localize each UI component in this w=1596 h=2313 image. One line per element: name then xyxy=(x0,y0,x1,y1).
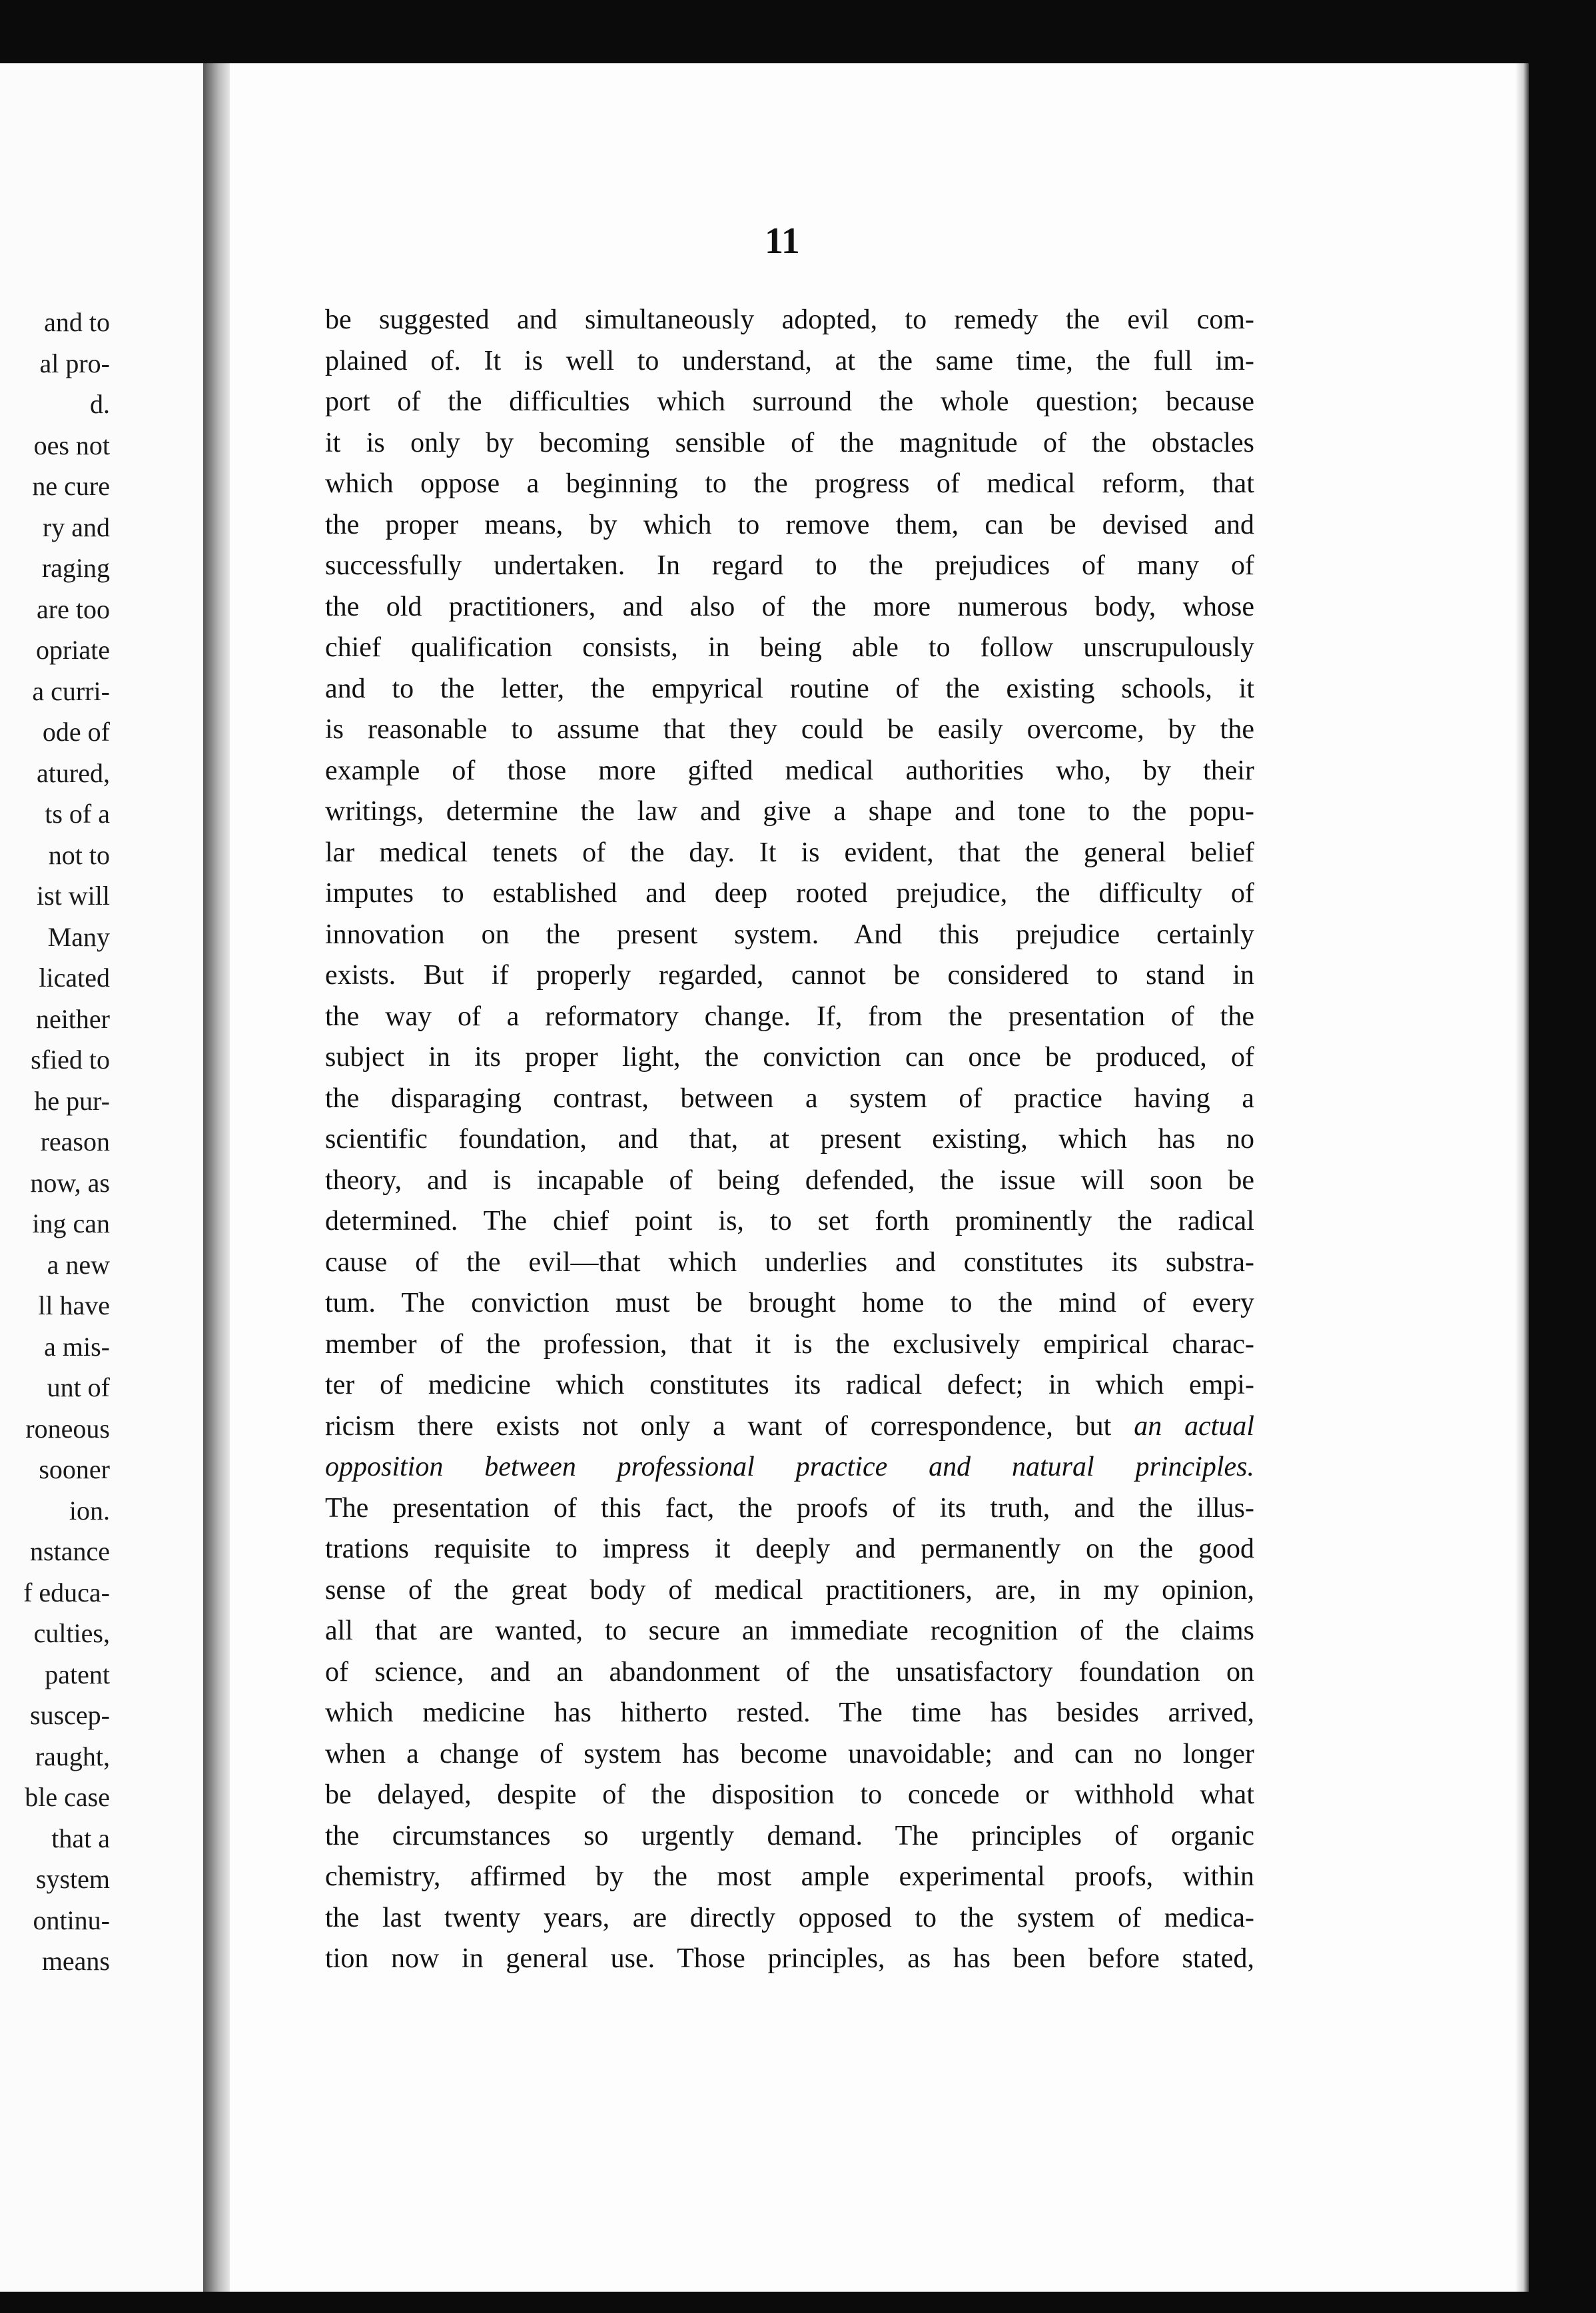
body-text xyxy=(325,300,1254,1980)
left-page-line: he pur- xyxy=(34,1085,110,1116)
text-line: it is only by becoming sensible of the magnitude of the obstacles xyxy=(325,427,1254,458)
left-page-line: ode of xyxy=(42,717,110,747)
left-page-line: atured, xyxy=(37,757,110,788)
text-line: be suggested and simultaneously adopted, to remedy the evil com- xyxy=(325,304,1254,335)
left-page-line: nstance xyxy=(30,1536,110,1566)
text-line: all that are wanted, to secure an immediate recognition of the claims xyxy=(325,1616,1254,1646)
left-page-line: culties, xyxy=(33,1618,110,1648)
text-line: which oppose a beginning to the progress of medical reform, that xyxy=(325,468,1254,499)
left-page-line: ll have xyxy=(38,1290,110,1320)
left-page-line: ne cure xyxy=(32,471,110,501)
text-line: imputes to established and deep rooted prejudice, the difficulty of xyxy=(325,878,1254,909)
text-line: successfully undertaken. In regard to the prejudices of many of xyxy=(325,550,1254,581)
book-gutter xyxy=(203,63,230,2292)
text-line: when a change of system has become unavoidable; and can no longer xyxy=(325,1738,1254,1769)
text-line: be delayed, despite of the disposition to concede or withhold what xyxy=(325,1779,1254,1810)
left-page-line: and to xyxy=(44,307,110,337)
left-page-line: are too xyxy=(37,594,110,624)
left-page-line: a new xyxy=(47,1249,110,1280)
text-line: port of the difficulties which surround the whole question; because xyxy=(325,386,1254,417)
left-page-line: a curri- xyxy=(32,676,110,706)
text-line: trations requisite to impress it deeply and permanently on the good xyxy=(325,1534,1254,1564)
text-line: the disparaging contrast, between a system of practice having a xyxy=(325,1083,1254,1114)
left-page-line: system xyxy=(35,1864,110,1894)
text-line: The presentation of this fact, the proofs of its truth, and the illus- xyxy=(325,1492,1254,1524)
left-page-line: ts of a xyxy=(45,799,110,829)
left-page-line: sooner xyxy=(39,1454,110,1484)
left-page-line: f educa- xyxy=(23,1577,110,1608)
left-page-line: d. xyxy=(90,389,110,419)
text-line: chief qualification consists, in being able to follow unscrupulously xyxy=(325,632,1254,663)
text-line xyxy=(325,1406,1254,1448)
text-line: of science, and an abandonment of the unsatisfactory foundation on xyxy=(325,1656,1254,1687)
left-page-line: reason xyxy=(40,1127,110,1156)
left-page-line: sfied to xyxy=(31,1045,110,1075)
left-page-line: patent xyxy=(45,1659,110,1689)
left-page-line: Many xyxy=(47,921,110,952)
text-line: chemistry, affirmed by the most ample experimental proofs, within xyxy=(325,1861,1254,1892)
text-line: the old practitioners, and also of the more numerous body, whose xyxy=(325,591,1254,622)
left-page-line: licated xyxy=(39,963,110,993)
page-edge xyxy=(1515,63,1529,2292)
text-line: tion now in general use. Those principles, as has been before stated, xyxy=(325,1943,1254,1974)
text-line: sense of the great body of medical practitioners, are, in my opinion, xyxy=(325,1574,1254,1606)
text-line: the circumstances so urgently demand. The principles of organic xyxy=(325,1820,1254,1851)
text-line: exists. But if properly regarded, cannot be considered to stand in xyxy=(325,960,1254,991)
left-page-line: raught, xyxy=(35,1741,110,1771)
text-line: scientific foundation, and that, at present existing, which has no xyxy=(325,1124,1254,1155)
text-line: cause of the evil—that which underlies and constitutes its substra- xyxy=(325,1246,1254,1278)
left-page-line: that a xyxy=(51,1823,110,1853)
left-page-line: ing can xyxy=(32,1208,110,1238)
text-line: ter of medicine which constitutes its radical defect; in which empi- xyxy=(325,1370,1254,1400)
text-line: subject in its proper light, the conviction can once be produced, of xyxy=(325,1042,1254,1073)
text-line: the last twenty years, are directly opposed to the system of medica- xyxy=(325,1902,1254,1933)
text-line: determined. The chief point is, to set forth prominently the radical xyxy=(325,1206,1254,1236)
text-line: and to the letter, the empyrical routine of the existing schools, it xyxy=(325,673,1254,704)
left-page-line: suscep- xyxy=(30,1700,110,1730)
text-line-italic xyxy=(325,1447,1254,1488)
left-page-line: ontinu- xyxy=(33,1905,110,1935)
left-page-fragment xyxy=(0,63,203,2292)
text-line: example of those more gifted medical authorities who, by their xyxy=(325,755,1254,786)
text-line: writings, determine the law and give a shape and tone to the popu- xyxy=(325,796,1254,827)
left-page-line: oes not xyxy=(33,430,110,460)
text-line: theory, and is incapable of being defended, the issue will soon be xyxy=(325,1164,1254,1196)
left-page-line: neither xyxy=(35,1003,110,1034)
left-page-text xyxy=(0,302,110,1982)
left-page-line: roneous xyxy=(25,1413,110,1444)
italic-emphasis: an actual xyxy=(1134,1410,1254,1442)
left-page-line: unt of xyxy=(47,1372,110,1402)
text-line: the way of a reformatory change. If, from the presentation of the xyxy=(325,1001,1254,1032)
left-page-line: ry and xyxy=(42,512,110,542)
text-line: tum. The conviction must be brought home to the mind of every xyxy=(325,1288,1254,1318)
left-page-line: raging xyxy=(41,553,110,583)
italic-emphasis: opposition between professional practice and natural principles. xyxy=(325,1452,1254,1482)
text-line: is reasonable to assume that they could be easily overcome, by the xyxy=(325,714,1254,745)
left-page-line: ble case xyxy=(25,1782,110,1812)
text-line: the proper means, by which to remove them, can be devised and xyxy=(325,509,1254,540)
left-page-line: al pro- xyxy=(39,348,110,378)
text-line: plained of. It is well to understand, at the same time, the full im- xyxy=(325,345,1254,376)
left-page-line: not to xyxy=(48,839,110,870)
page-number: 11 xyxy=(765,221,800,262)
left-page-line: opriate xyxy=(35,635,110,665)
left-page-line: ist will xyxy=(36,881,110,911)
text-line: member of the profession, that it is the exclusively empirical charac- xyxy=(325,1328,1254,1360)
text-line: which medicine has hitherto rested. The time has besides arrived, xyxy=(325,1697,1254,1728)
text-line: innovation on the present system. And this prejudice certainly xyxy=(325,919,1254,950)
text-segment: ricism there exists not only a want of correspondence, but xyxy=(325,1410,1134,1442)
text-line: lar medical tenets of the day. It is evident, that the general belief xyxy=(325,837,1254,868)
left-page-line: means xyxy=(41,1946,110,1976)
left-page-line: ion. xyxy=(69,1495,110,1526)
left-page-line: now, as xyxy=(30,1167,110,1198)
left-page-line: a mis- xyxy=(44,1331,110,1362)
